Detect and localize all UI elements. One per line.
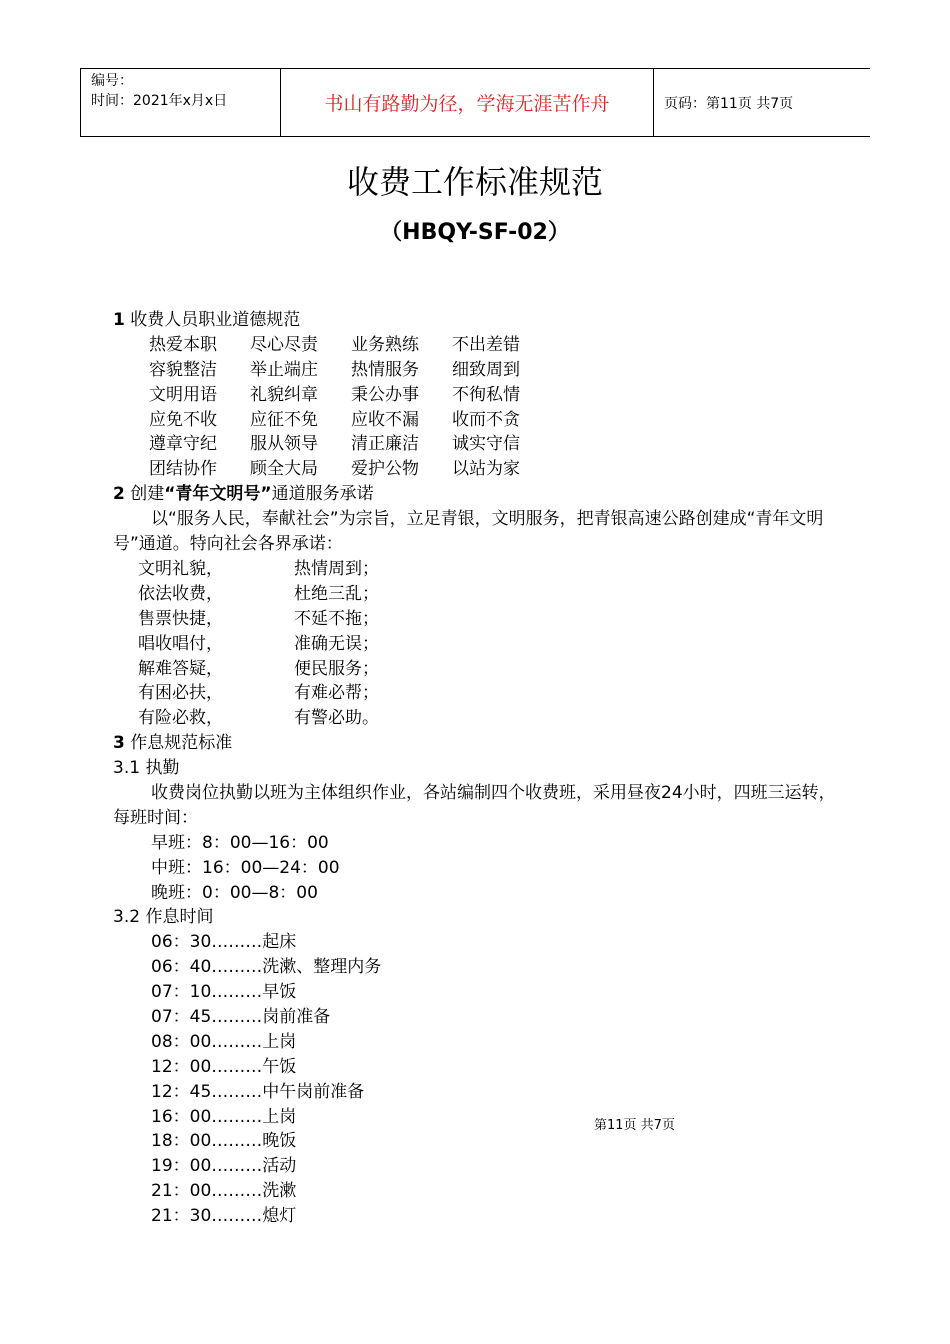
ethics-item: 业务熟练 bbox=[351, 334, 419, 355]
ethics-item: 热爱本职 bbox=[149, 334, 217, 355]
schedule-item: 07：10………早饭 bbox=[151, 982, 297, 1003]
ethics-item: 以站为家 bbox=[452, 459, 520, 480]
ethics-item: 应征不免 bbox=[250, 409, 318, 430]
schedule-item: 21：30………熄灯 bbox=[151, 1206, 297, 1227]
ethics-item: 容貌整洁 bbox=[149, 359, 217, 380]
header-left-cell bbox=[80, 69, 281, 136]
ethics-item: 团结协作 bbox=[149, 459, 217, 480]
ethics-item: 不徇私情 bbox=[452, 384, 520, 405]
pledge-item: 杜绝三乱； bbox=[294, 583, 379, 604]
ethics-item: 诚实守信 bbox=[452, 434, 520, 455]
shift-item: 晚班：0：00—8：00 bbox=[151, 882, 318, 903]
pledge-item: 依法收费， bbox=[138, 583, 223, 604]
section-3-heading: 3 作息规范标准 bbox=[113, 733, 233, 754]
ethics-row bbox=[113, 457, 843, 482]
date-label: 时间：2021年x月x日 bbox=[91, 93, 228, 109]
header-table bbox=[80, 68, 870, 137]
ethics-item: 秉公办事 bbox=[351, 384, 419, 405]
schedule-item: 19：00………活动 bbox=[151, 1156, 297, 1177]
schedule-item: 12：45………中午岗前准备 bbox=[151, 1081, 365, 1102]
pledge-row bbox=[113, 632, 843, 657]
ethics-item: 收而不贪 bbox=[452, 409, 520, 430]
shift-item: 早班：8：00—16：00 bbox=[151, 832, 329, 853]
schedule-item: 08：00………上岗 bbox=[151, 1031, 297, 1052]
pledge-item: 售票快捷， bbox=[138, 608, 223, 629]
ethics-row bbox=[113, 333, 843, 358]
schedule-item: 12：00………午饭 bbox=[151, 1056, 297, 1077]
ethics-item: 热情服务 bbox=[351, 359, 419, 380]
pledge-item: 热情周到； bbox=[294, 558, 379, 579]
pledge-item: 准确无误； bbox=[294, 633, 379, 654]
pledge-item: 唱收唱付， bbox=[138, 633, 223, 654]
ethics-item: 遵章守纪 bbox=[149, 434, 217, 455]
ethics-item: 应免不收 bbox=[149, 409, 217, 430]
schedule-item: 06：30………起床 bbox=[151, 932, 297, 953]
schedule-item: 07：45………岗前准备 bbox=[151, 1007, 331, 1027]
ethics-item: 爱护公物 bbox=[351, 459, 419, 480]
pledge-item: 解难答疑， bbox=[138, 658, 223, 679]
pledge-item: 不延不拖； bbox=[294, 608, 379, 629]
shift-list bbox=[113, 831, 843, 906]
ethics-item: 细致周到 bbox=[452, 359, 520, 380]
page-indicator: 页码：第11页 共7页 bbox=[664, 95, 794, 112]
ethics-row bbox=[113, 358, 843, 383]
ethics-item: 举止端庄 bbox=[250, 359, 318, 380]
pledge-intro: 以“服务人民，奉献社会”为宗旨，立足青银，文明服务，把青银高速公路创建成“青年文明号”通道。特向社会各界承诺： bbox=[113, 509, 824, 555]
ethics-item: 不出差错 bbox=[452, 334, 520, 355]
ethics-item: 尽心尽责 bbox=[250, 334, 318, 355]
subsection-3-1: 3.1 执勤 bbox=[113, 758, 180, 779]
pledge-row bbox=[113, 657, 843, 682]
section-1-heading: 1 收费人员职业道德规范 bbox=[113, 310, 301, 330]
subsection-3-2: 3.2 作息时间 bbox=[113, 907, 214, 928]
ethics-list bbox=[113, 333, 843, 482]
ethics-item: 服从领导 bbox=[250, 434, 318, 455]
ethics-item: 清正廉洁 bbox=[351, 434, 419, 455]
ethics-item: 顾全大局 bbox=[250, 459, 318, 480]
pledge-row bbox=[113, 582, 843, 607]
duty-paragraph: 收费岗位执勤以班为主体组织作业，各站编制四个收费班，采用昼夜24小时，四班三运转，每班时间： bbox=[113, 782, 836, 828]
footer-page-number: 第11页 共7页 bbox=[594, 1118, 675, 1133]
schedule-list bbox=[113, 930, 843, 1229]
pledge-item: 有难必帮； bbox=[294, 683, 379, 704]
pledge-row bbox=[113, 706, 843, 731]
shift-item: 中班：16：00—24：00 bbox=[151, 857, 340, 878]
pledge-item: 有困必扶， bbox=[138, 683, 223, 704]
document-body bbox=[113, 308, 843, 1229]
pledge-row bbox=[113, 681, 843, 706]
schedule-item: 21：00………洗漱 bbox=[151, 1181, 297, 1202]
pledge-row bbox=[113, 607, 843, 632]
pledge-item: 有警必助。 bbox=[294, 708, 379, 729]
pledge-item: 文明礼貌， bbox=[138, 558, 223, 579]
ethics-row bbox=[113, 383, 843, 408]
ethics-row bbox=[113, 408, 843, 433]
document-code: （HBQY-SF-02） bbox=[380, 220, 570, 245]
document-title: 收费工作标准规范 bbox=[346, 163, 603, 201]
ethics-item: 应收不漏 bbox=[351, 409, 419, 430]
schedule-item: 18：00………晚饭 bbox=[151, 1131, 297, 1152]
ethics-item: 文明用语 bbox=[149, 384, 217, 405]
pledge-item: 有险必救， bbox=[138, 708, 223, 729]
ethics-item: 礼貌纠章 bbox=[250, 384, 318, 405]
section-2-heading: 2 创建“青年文明号”通道服务承诺 bbox=[113, 484, 374, 505]
motto: 书山有路勤为径，学海无涯苦作舟 bbox=[281, 69, 654, 136]
pledge-item: 便民服务； bbox=[294, 658, 379, 679]
pledge-list bbox=[113, 557, 843, 731]
schedule-item: 06：40………洗漱、整理内务 bbox=[151, 957, 382, 978]
ethics-row bbox=[113, 432, 843, 457]
number-label: 编号： bbox=[91, 73, 133, 89]
schedule-item: 16：00………上岗 bbox=[151, 1106, 297, 1127]
pledge-row bbox=[113, 557, 843, 582]
